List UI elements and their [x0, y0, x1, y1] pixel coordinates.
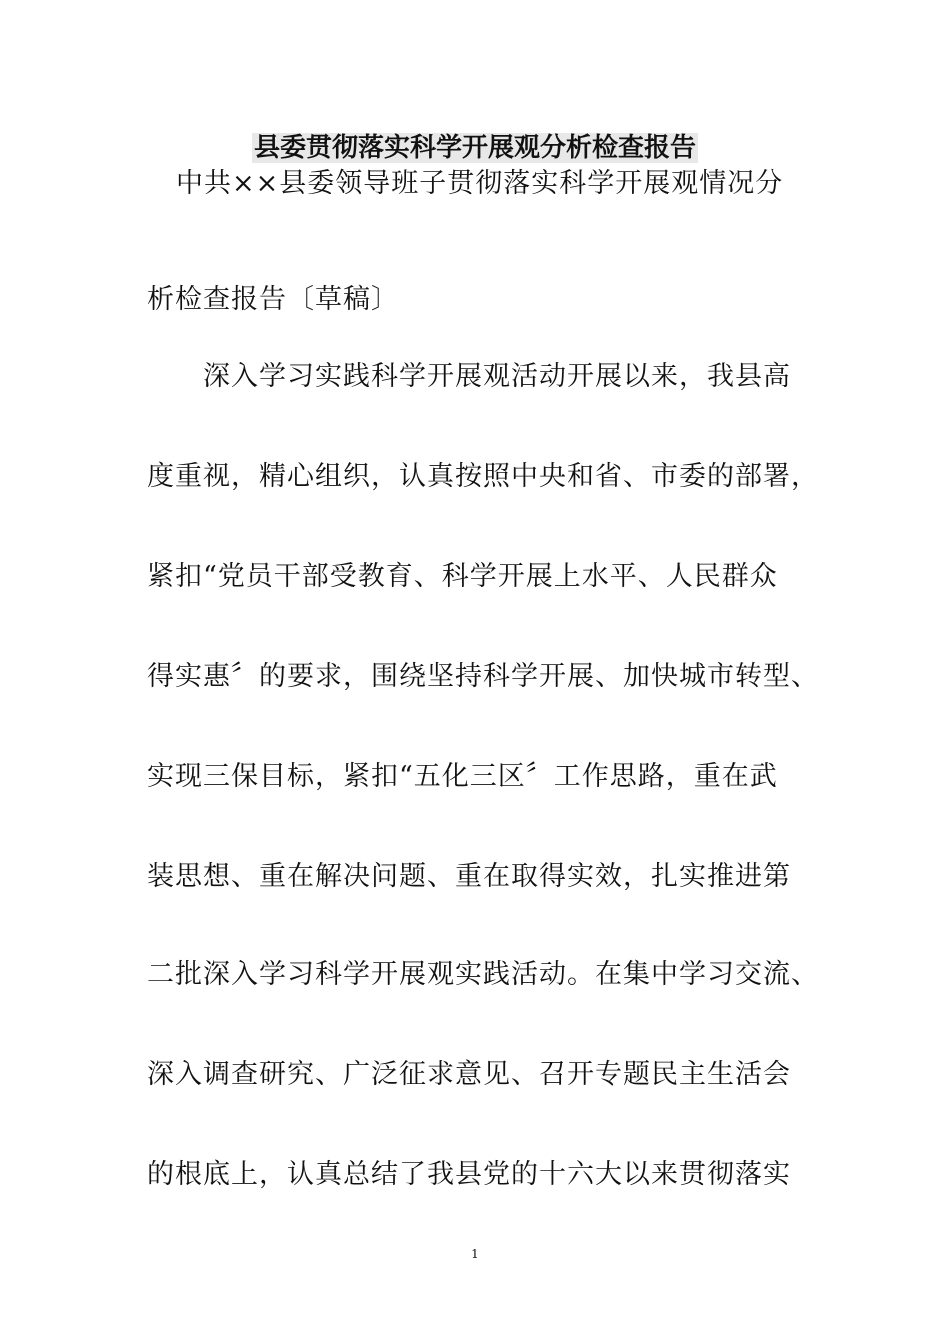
document-title [0, 128, 950, 168]
body-line-3: 紧扣“党员干部受教育、科学开展上水平、人民群众 [147, 561, 778, 592]
body-line-5: 实现三保目标，紧扣“五化三区〞工作思路，重在武 [147, 761, 778, 792]
document-title-text: 县委贯彻落实科学开展观分析检查报告 [253, 133, 696, 163]
body-line-1: 深入学习实践科学开展观活动开展以来，我县高 [203, 361, 791, 392]
body-line-8: 深入调查研究、广泛征求意见、召开专题民主生活会 [147, 1059, 791, 1090]
subtitle-line-2: 析检查报告〔草稿〕 [147, 284, 399, 315]
body-line-9: 的根底上，认真总结了我县党的十六大以来贯彻落实 [147, 1159, 791, 1190]
body-line-4: 得实惠〞的要求，围绕坚持科学开展、加快城市转型、 [147, 661, 819, 692]
page-number: 1 [471, 1247, 479, 1261]
body-line-7: 二批深入学习科学开展观实践活动。在集中学习交流、 [147, 959, 819, 990]
subtitle-line-1: 中共××县委领导班子贯彻落实科学开展观情况分 [176, 168, 784, 199]
body-line-2: 度重视，精心组织，认真按照中央和省、市委的部署， [147, 461, 819, 492]
body-line-6: 装思想、重在解决问题、重在取得实效，扎实推进第 [147, 861, 791, 892]
